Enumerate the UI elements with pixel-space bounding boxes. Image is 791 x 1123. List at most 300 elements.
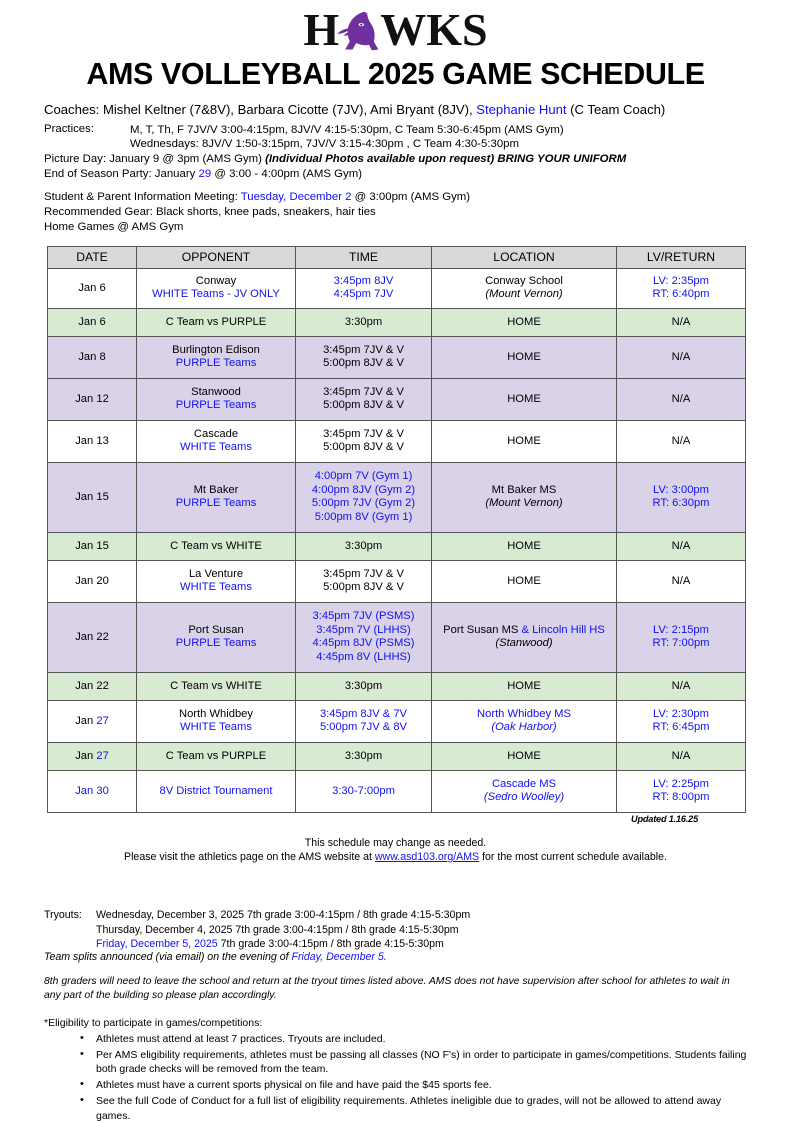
cell-time bbox=[296, 420, 432, 462]
cell-line bbox=[434, 721, 614, 735]
cell-text: LV: 2:30pm bbox=[653, 707, 709, 720]
cell-text: C Team vs WHITE bbox=[170, 539, 262, 552]
end-party-date: 29 bbox=[198, 167, 212, 180]
cell-line bbox=[298, 316, 429, 330]
cell-line bbox=[434, 624, 614, 638]
cell-line bbox=[434, 708, 614, 722]
cell-text: LV: 2:35pm bbox=[653, 274, 709, 287]
cell-location bbox=[432, 532, 617, 560]
column-header-date: DATE bbox=[48, 246, 137, 268]
tryouts-label: Tryouts: bbox=[44, 909, 82, 922]
cell-line bbox=[298, 441, 429, 455]
cell-date bbox=[48, 700, 137, 742]
cell-line bbox=[139, 399, 293, 413]
end-party-suffix: @ 3:00 - 4:00pm (AMS Gym) bbox=[211, 167, 362, 180]
cell-text: North Whidbey MS bbox=[477, 707, 571, 720]
cell-line bbox=[619, 778, 743, 792]
cell-text: La Venture bbox=[188, 567, 244, 580]
updated-stamp: Updated 1.16.25 bbox=[631, 813, 698, 824]
cell-line bbox=[434, 497, 614, 511]
cell-line bbox=[139, 581, 293, 595]
team-splits-line bbox=[44, 951, 757, 963]
cell-line bbox=[619, 351, 743, 365]
cell-text: Jan 8 bbox=[78, 350, 106, 363]
cell-line bbox=[298, 497, 429, 511]
cell-line bbox=[298, 288, 429, 302]
table-row bbox=[48, 462, 746, 532]
cell-opponent bbox=[137, 378, 296, 420]
cell-text: RT: 7:00pm bbox=[652, 637, 710, 650]
cell-text: WHITE Teams bbox=[180, 441, 252, 454]
cell-line bbox=[619, 316, 743, 330]
cell-line bbox=[298, 511, 429, 525]
cell-time bbox=[296, 378, 432, 420]
cell-date bbox=[48, 602, 137, 672]
cell-text: Jan 12 bbox=[75, 392, 109, 405]
cell-line bbox=[139, 344, 293, 358]
cell-line bbox=[139, 288, 293, 302]
cell-line bbox=[619, 750, 743, 764]
eligibility-list bbox=[44, 1032, 753, 1123]
cell-text: Burlington Edison bbox=[172, 343, 260, 356]
cell-location bbox=[432, 602, 617, 672]
cell-text: N/A bbox=[671, 574, 691, 587]
cell-line bbox=[298, 680, 429, 694]
cell-line bbox=[298, 785, 429, 799]
cell-lv-return bbox=[617, 742, 746, 770]
schedule-notice bbox=[0, 836, 791, 865]
splits-prefix: Team splits announced (via email) on the evening of bbox=[44, 950, 292, 963]
cell-line bbox=[434, 351, 614, 365]
cell-date bbox=[48, 336, 137, 378]
cell-line bbox=[298, 721, 429, 735]
cell-text: PURPLE Teams bbox=[175, 637, 257, 650]
cell-text: WHITE Teams bbox=[180, 721, 252, 734]
coaches-suffix: (C Team Coach) bbox=[566, 102, 666, 117]
cell-location bbox=[432, 336, 617, 378]
cell-line bbox=[139, 316, 293, 330]
cell-lv-return bbox=[617, 268, 746, 308]
cell-location bbox=[432, 700, 617, 742]
cell-line bbox=[434, 637, 614, 651]
cell-line bbox=[139, 785, 293, 799]
cell-date bbox=[48, 742, 137, 770]
cell-text: N/A bbox=[671, 315, 691, 328]
cell-line bbox=[619, 708, 743, 722]
column-header-time: TIME bbox=[296, 246, 432, 268]
splits-date: Friday, December 5. bbox=[291, 950, 387, 963]
schedule-page bbox=[0, 4, 791, 1123]
meeting-prefix: Student & Parent Information Meeting: bbox=[44, 191, 241, 204]
cell-line bbox=[298, 610, 429, 624]
cell-line bbox=[298, 540, 429, 554]
cell-line bbox=[619, 791, 743, 805]
cell-line bbox=[139, 386, 293, 400]
cell-opponent bbox=[137, 560, 296, 602]
cell-text: Jan 6 bbox=[78, 281, 106, 294]
coaches-line bbox=[44, 102, 761, 117]
cell-text: LV: 3:00pm bbox=[653, 483, 709, 496]
cell-line bbox=[298, 750, 429, 764]
cell-text: WHITE Teams - JV ONLY bbox=[152, 288, 280, 301]
cell-text: Port Susan bbox=[188, 623, 244, 636]
cell-text: 5:00pm 7JV (Gym 2) bbox=[311, 497, 416, 510]
cell-date bbox=[48, 462, 137, 532]
cell-line bbox=[619, 484, 743, 498]
cell-text: 3:30pm bbox=[344, 539, 383, 552]
cell-text: (Sedro Woolley) bbox=[483, 791, 565, 804]
cell-text: 4:45pm 7JV bbox=[333, 288, 394, 301]
cell-time bbox=[296, 602, 432, 672]
eligibility-section bbox=[0, 1016, 791, 1123]
cell-location bbox=[432, 462, 617, 532]
cell-opponent bbox=[137, 308, 296, 336]
cell-line bbox=[619, 637, 743, 651]
cell-text-alt: 27 bbox=[96, 749, 109, 762]
cell-line bbox=[139, 428, 293, 442]
cell-text: N/A bbox=[671, 679, 691, 692]
cell-text: HOME bbox=[507, 679, 541, 692]
cell-time bbox=[296, 770, 432, 812]
cell-text: Jan bbox=[75, 714, 97, 727]
notice-line-2 bbox=[0, 850, 791, 864]
cell-line bbox=[619, 393, 743, 407]
cell-text: C Team vs PURPLE bbox=[165, 315, 267, 328]
table-row bbox=[48, 268, 746, 308]
cell-text: 8V District Tournament bbox=[159, 784, 273, 797]
schedule-table-wrap bbox=[0, 246, 791, 824]
cell-line bbox=[619, 624, 743, 638]
cell-text: Jan bbox=[75, 749, 97, 762]
cell-opponent bbox=[137, 672, 296, 700]
cell-line bbox=[434, 750, 614, 764]
cell-line bbox=[298, 708, 429, 722]
cell-opponent bbox=[137, 532, 296, 560]
cell-lv-return bbox=[617, 336, 746, 378]
cell-line bbox=[139, 357, 293, 371]
cell-text: 5:00pm 8JV & V bbox=[323, 441, 404, 454]
notice-prefix: Please visit the athletics page on the AMS website at bbox=[124, 851, 375, 864]
practices-block bbox=[44, 123, 761, 152]
cell-opponent bbox=[137, 770, 296, 812]
cell-line bbox=[434, 316, 614, 330]
cell-time bbox=[296, 672, 432, 700]
tryouts-line-3-rest: 7th grade 3:00-4:15pm / 8th grade 4:15-5:30pm bbox=[217, 937, 444, 950]
cell-text: Cascade MS bbox=[491, 777, 557, 790]
cell-line bbox=[619, 275, 743, 289]
cell-line bbox=[50, 680, 134, 694]
picture-day-prefix: Picture Day: January 9 @ 3pm (AMS Gym) bbox=[44, 152, 266, 165]
cell-opponent bbox=[137, 268, 296, 308]
cell-text: HOME bbox=[507, 392, 541, 405]
cell-text: RT: 6:40pm bbox=[652, 288, 710, 301]
cell-line bbox=[139, 721, 293, 735]
cell-line bbox=[50, 715, 134, 729]
cell-lv-return bbox=[617, 308, 746, 336]
table-row bbox=[48, 420, 746, 462]
cell-time bbox=[296, 560, 432, 602]
table-header-row bbox=[48, 246, 746, 268]
cell-text: (Oak Harbor) bbox=[491, 721, 557, 734]
cell-time bbox=[296, 336, 432, 378]
table-row bbox=[48, 602, 746, 672]
cell-line bbox=[139, 540, 293, 554]
cell-line bbox=[139, 624, 293, 638]
cell-text: Jan 20 bbox=[75, 574, 109, 587]
coach-stephanie-hunt: Stephanie Hunt bbox=[476, 102, 567, 117]
cell-text: N/A bbox=[671, 392, 691, 405]
cell-text: (Stanwood) bbox=[495, 637, 553, 650]
cell-text: Stanwood bbox=[191, 385, 241, 398]
page-title: AMS VOLLEYBALL 2025 GAME SCHEDULE bbox=[86, 57, 705, 91]
hawks-logo bbox=[0, 4, 791, 56]
cell-text: RT: 6:45pm bbox=[652, 721, 710, 734]
cell-text: Jan 13 bbox=[75, 434, 109, 447]
practices-line-2: Wednesdays: 8JV/V 1:50-3:15pm, 7JV/V 3:15-4:30pm , C Team 4:30-5:30pm bbox=[130, 138, 519, 151]
meeting-date: Tuesday, December 2 bbox=[240, 191, 352, 204]
column-header-opponent: OPPONENT bbox=[137, 246, 296, 268]
cell-text: Port Susan MS bbox=[443, 623, 522, 636]
cell-line bbox=[434, 484, 614, 498]
tryouts-line-3-date: Friday, December 5, 2025 bbox=[96, 937, 218, 950]
cell-text: Cascade bbox=[193, 427, 239, 440]
logo-text-after: WKS bbox=[380, 4, 488, 55]
cell-line bbox=[298, 651, 429, 665]
athletics-page-link[interactable]: www.asd103.org/AMS bbox=[374, 851, 480, 864]
picture-day-italic: (Individual Photos available upon request) BRING YOUR UNIFORM bbox=[265, 152, 627, 165]
tryouts-line-1: Wednesday, December 3, 2025 7th grade 3:00-4:15pm / 8th grade 4:15-5:30pm bbox=[96, 909, 471, 922]
cell-text: N/A bbox=[671, 749, 691, 762]
cell-date bbox=[48, 420, 137, 462]
cell-text: Mt Baker MS bbox=[491, 483, 557, 496]
cell-line bbox=[50, 631, 134, 645]
spacer bbox=[44, 181, 761, 190]
cell-line bbox=[139, 568, 293, 582]
cell-text: LV: 2:25pm bbox=[653, 777, 709, 790]
cell-text: Jan 22 bbox=[75, 630, 109, 643]
end-party-prefix: End of Season Party: January bbox=[44, 167, 199, 180]
cell-date bbox=[48, 378, 137, 420]
cell-line bbox=[298, 624, 429, 638]
schedule-table-body bbox=[48, 268, 746, 812]
eligibility-item: • Athletes must attend at least 7 practices. Tryouts are included. bbox=[80, 1032, 753, 1046]
cell-text: 3:45pm 7JV (PSMS) bbox=[312, 610, 415, 623]
cell-line bbox=[298, 386, 429, 400]
cell-text: N/A bbox=[671, 539, 691, 552]
tryouts-line-2: Thursday, December 4, 2025 7th grade 3:00-4:15pm / 8th grade 4:15-5:30pm bbox=[96, 923, 459, 936]
cell-line bbox=[298, 344, 429, 358]
cell-line bbox=[139, 275, 293, 289]
cell-text: HOME bbox=[507, 749, 541, 762]
cell-time bbox=[296, 742, 432, 770]
cell-text: 5:00pm 8JV & V bbox=[323, 399, 404, 412]
cell-line bbox=[434, 791, 614, 805]
cell-line bbox=[619, 680, 743, 694]
cell-lv-return bbox=[617, 378, 746, 420]
eligibility-item: • See the full Code of Conduct for a full list of eligibility requirements. Athletes ineligible due to grades, will not be allowed to attend away games. bbox=[80, 1094, 753, 1123]
cell-line bbox=[139, 637, 293, 651]
cell-line bbox=[434, 275, 614, 289]
cell-opponent bbox=[137, 700, 296, 742]
cell-text: 4:00pm 8JV (Gym 2) bbox=[311, 483, 416, 496]
cell-text: PURPLE Teams bbox=[175, 399, 257, 412]
info-meeting-line bbox=[44, 190, 761, 205]
cell-text: HOME bbox=[507, 434, 541, 447]
cell-opponent bbox=[137, 336, 296, 378]
cell-text: 4:00pm 7V (Gym 1) bbox=[314, 470, 413, 483]
cell-opponent bbox=[137, 742, 296, 770]
cell-location bbox=[432, 378, 617, 420]
coaches-prefix: Coaches: Mishel Keltner (7&8V), Barbara Cicotte (7JV), Ami Bryant (8JV), bbox=[44, 102, 477, 117]
cell-opponent bbox=[137, 420, 296, 462]
cell-line bbox=[298, 428, 429, 442]
cell-date bbox=[48, 672, 137, 700]
cell-text: 3:45pm 7JV & V bbox=[323, 427, 404, 440]
cell-line bbox=[298, 399, 429, 413]
cell-text: 3:30pm bbox=[344, 679, 383, 692]
cell-location bbox=[432, 672, 617, 700]
end-of-season-line bbox=[44, 167, 761, 182]
cell-line bbox=[434, 778, 614, 792]
cell-text: Conway bbox=[195, 274, 237, 287]
cell-text: 4:45pm 8V (LHHS) bbox=[316, 651, 411, 664]
cell-lv-return bbox=[617, 770, 746, 812]
tryouts-line-3 bbox=[96, 937, 470, 951]
cell-location bbox=[432, 420, 617, 462]
column-header-location: LOCATION bbox=[432, 246, 617, 268]
cell-line bbox=[139, 680, 293, 694]
cell-date bbox=[48, 770, 137, 812]
table-row bbox=[48, 672, 746, 700]
cell-text: 5:00pm 7JV & 8V bbox=[319, 721, 408, 734]
cell-text: 3:30pm bbox=[344, 749, 383, 762]
eligibility-item: • Per AMS eligibility requirements, athletes must be passing all classes (NO F's) in order to participate in games/competitions. Students failing both grade checks will be removed from the team. bbox=[80, 1048, 753, 1077]
cell-time bbox=[296, 700, 432, 742]
practices-label: Practices: bbox=[44, 123, 95, 135]
cell-line bbox=[139, 708, 293, 722]
cell-text: 3:30pm bbox=[344, 315, 383, 328]
eligibility-item: • Athletes must have a current sports physical on file and have paid the $45 sports fee. bbox=[80, 1078, 753, 1092]
cell-text: PURPLE Teams bbox=[175, 357, 257, 370]
cell-text: (Mount Vernon) bbox=[485, 497, 563, 510]
cell-text: (Mount Vernon) bbox=[485, 288, 563, 301]
recommended-gear-line: Recommended Gear: Black shorts, knee pads, sneakers, hair ties bbox=[44, 206, 376, 219]
cell-text: Jan 15 bbox=[75, 539, 109, 552]
cell-line bbox=[139, 441, 293, 455]
cell-line bbox=[50, 785, 134, 799]
cell-text: 5:00pm 8JV & V bbox=[323, 357, 404, 370]
cell-text: 5:00pm 8V (Gym 1) bbox=[314, 511, 413, 524]
cell-line bbox=[50, 282, 134, 296]
table-row bbox=[48, 700, 746, 742]
cell-text: HOME bbox=[507, 315, 541, 328]
notice-line-1: This schedule may change as needed. bbox=[304, 836, 487, 849]
cell-time bbox=[296, 308, 432, 336]
cell-line bbox=[434, 575, 614, 589]
cell-location bbox=[432, 770, 617, 812]
eligibility-heading: *Eligibility to participate in games/competitions: bbox=[44, 1017, 263, 1030]
cell-text: Conway School bbox=[485, 274, 563, 287]
cell-text-alt: & Lincoln Hill HS bbox=[521, 623, 605, 636]
cell-location bbox=[432, 268, 617, 308]
cell-line bbox=[50, 393, 134, 407]
cell-line bbox=[619, 721, 743, 735]
meeting-suffix: @ 3:00pm (AMS Gym) bbox=[351, 191, 471, 204]
cell-text: 4:45pm 8JV (PSMS) bbox=[312, 637, 415, 650]
cell-line bbox=[619, 497, 743, 511]
cell-location bbox=[432, 560, 617, 602]
cell-line bbox=[434, 393, 614, 407]
cell-lv-return bbox=[617, 560, 746, 602]
cell-lv-return bbox=[617, 672, 746, 700]
cell-line bbox=[434, 288, 614, 302]
cell-text: 3:45pm 8JV & 7V bbox=[319, 707, 408, 720]
cell-line bbox=[298, 470, 429, 484]
cell-date bbox=[48, 532, 137, 560]
column-header-lv-return: LV/RETURN bbox=[617, 246, 746, 268]
eighth-grade-note: 8th graders will need to leave the school and return at the tryout times listed above. AMS does not have supervision after school for athletes to wait in any part of the building so please plan accordingly. bbox=[44, 975, 730, 1002]
cell-lv-return bbox=[617, 462, 746, 532]
picture-day-line bbox=[44, 152, 761, 167]
cell-line bbox=[50, 435, 134, 449]
cell-line bbox=[298, 357, 429, 371]
cell-location bbox=[432, 308, 617, 336]
cell-line bbox=[619, 575, 743, 589]
cell-line bbox=[619, 540, 743, 554]
cell-text: HOME bbox=[507, 539, 541, 552]
cell-lv-return bbox=[617, 700, 746, 742]
cell-line bbox=[434, 680, 614, 694]
cell-line bbox=[298, 568, 429, 582]
cell-text: HOME bbox=[507, 574, 541, 587]
cell-text: North Whidbey bbox=[179, 707, 253, 720]
cell-text: 3:45pm 7V (LHHS) bbox=[316, 623, 411, 636]
cell-date bbox=[48, 560, 137, 602]
cell-opponent bbox=[137, 462, 296, 532]
cell-lv-return bbox=[617, 532, 746, 560]
cell-line bbox=[298, 484, 429, 498]
cell-text: Jan 22 bbox=[75, 679, 109, 692]
cell-text: Jan 15 bbox=[75, 490, 109, 503]
cell-lv-return bbox=[617, 602, 746, 672]
cell-opponent bbox=[137, 602, 296, 672]
cell-text-alt: 27 bbox=[96, 714, 109, 727]
table-row bbox=[48, 742, 746, 770]
hawk-head-icon bbox=[336, 9, 382, 55]
cell-line bbox=[619, 288, 743, 302]
cell-text: HOME bbox=[507, 350, 541, 363]
cell-text: 3:45pm 7JV & V bbox=[323, 343, 404, 356]
cell-text: Jan 6 bbox=[78, 315, 106, 328]
logo-text-before: H bbox=[303, 4, 340, 55]
table-row bbox=[48, 308, 746, 336]
cell-text: 3:30-7:00pm bbox=[332, 784, 395, 797]
tryouts-section bbox=[0, 908, 791, 962]
cell-location bbox=[432, 742, 617, 770]
cell-line bbox=[50, 540, 134, 554]
cell-text: 3:45pm 7JV & V bbox=[323, 385, 404, 398]
schedule-table bbox=[47, 246, 746, 813]
cell-text: RT: 8:00pm bbox=[652, 791, 710, 804]
cell-line bbox=[50, 491, 134, 505]
notice-suffix: for the most current schedule available. bbox=[479, 851, 667, 864]
cell-text: WHITE Teams bbox=[180, 581, 252, 594]
cell-text: C Team vs WHITE bbox=[170, 679, 262, 692]
cell-lv-return bbox=[617, 420, 746, 462]
cell-line bbox=[139, 497, 293, 511]
table-row bbox=[48, 336, 746, 378]
header-info bbox=[0, 102, 791, 235]
